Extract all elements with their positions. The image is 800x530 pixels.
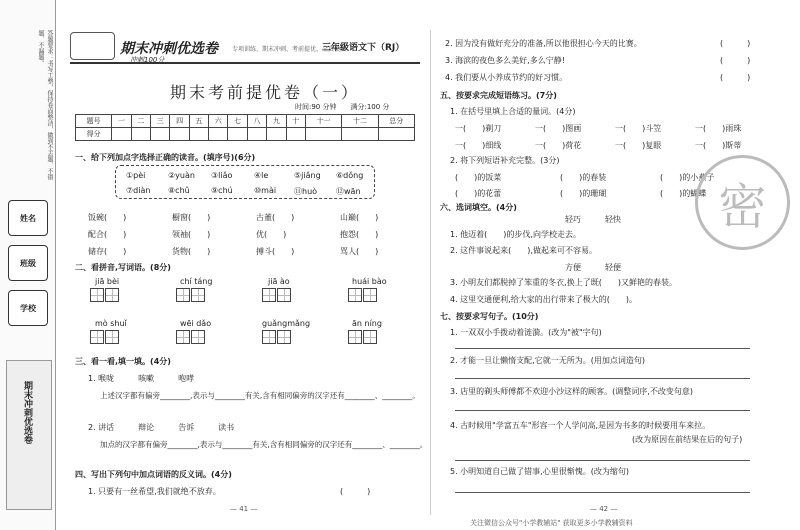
text-item: 一( )雨珠: [695, 124, 742, 133]
header-brand: 期末冲刺优选卷: [120, 41, 218, 57]
text-item: ⑨chú: [211, 186, 233, 195]
text-item: 配合( ): [88, 230, 127, 239]
exam-meta: 时间:90 分钟 满分:100 分: [295, 103, 390, 111]
text-item: ( )的珊瑚: [560, 189, 607, 198]
text-item: 九: [267, 115, 286, 128]
writing-grid: [262, 288, 292, 304]
text-item: ( )的蝴蝶: [660, 189, 707, 198]
section-7-title: 七、按要求写句子。(10分): [440, 312, 539, 321]
writing-grid: [348, 288, 378, 304]
confidential-stamp: 密: [695, 155, 790, 250]
text-item: jiā ào: [268, 277, 290, 286]
text-item: 方便 轻便: [565, 263, 621, 272]
section-3-title: 三、看一看,填一填。(4分): [75, 357, 171, 366]
text-item: 4. 古时候用"学富五车"形容一个人学问高,是因为书多的时候要用车来拉。: [450, 421, 711, 430]
text-item: 搏斗( ): [256, 247, 295, 256]
text-item: 四: [170, 115, 189, 128]
footer-note: 关注微信公众号"小学教辅站" 获取更多小学教辅资料: [470, 519, 633, 527]
text-item: ①pèi: [126, 171, 146, 180]
section-2-title: 二、看拼音,写词语。(8分): [75, 263, 171, 272]
answer-line: [455, 460, 750, 461]
text-item: ( ): [340, 487, 371, 496]
text-item: 一( )斯蒂: [695, 141, 742, 150]
writing-grid: [90, 330, 120, 346]
text-item: ⑥dǒng: [336, 171, 364, 180]
name-label: 姓名: [8, 200, 48, 236]
writing-grid: [90, 288, 120, 304]
text-item: 十二: [342, 115, 378, 128]
text-item: 轻巧 轻快: [565, 215, 621, 224]
page-number-left: — 41 —: [230, 505, 258, 513]
text-item: ⑩mài: [254, 186, 277, 195]
text-item: 3. 小明友们都脱掉了笨重的冬衣,换上了既( )又鲜艳的春装。: [450, 278, 677, 287]
text-item: 二: [131, 115, 150, 128]
text-item: 4. 这里交通便利,给大家的出行带来了极大的( )。: [450, 295, 637, 304]
text-item: 题号: [76, 115, 112, 128]
text-item: ān níng: [352, 319, 382, 328]
score-value-row: [76, 128, 415, 141]
section-1-title: 一、给下列加点字选择正确的读音。(填序号)(6分): [75, 153, 256, 162]
text-item: 橱窗( ): [172, 213, 211, 222]
text-item: ⑫wān: [336, 187, 361, 196]
text-item: 一( )荷花: [535, 141, 582, 150]
text-item: 饭碗( ): [88, 213, 127, 222]
text-item: 十一: [305, 115, 341, 128]
text-item: huái bào: [352, 277, 387, 286]
text-item: 5. 小明知道自己做了错事,心里很惭愧。(改为缩句): [450, 467, 629, 476]
text-item: ( )的春装: [560, 173, 607, 182]
text-item: ( )的花蕾: [455, 189, 502, 198]
writing-grid: [176, 330, 206, 346]
text-item: chí táng: [180, 277, 213, 286]
text-item: 五: [189, 115, 208, 128]
page-number-right: — 42 —: [590, 505, 618, 513]
text-item: 3. 海滨的夜色多么美好,多么宁静!: [445, 56, 565, 65]
header-divider: [70, 62, 420, 64]
text-item: 1. 一双双小手拨动着涟漪。(改为"被"字句): [450, 328, 602, 337]
text-item: (改为原因在前结果在后的句子): [632, 435, 743, 444]
spine-rules: 答题要求：书写工整，保持卷面整洁，做到不丢题、不错题、不漏题。: [37, 30, 53, 180]
section-6-title: 六、选词填空。(4分): [440, 203, 517, 212]
text-item: 得分: [76, 128, 112, 141]
text-item: 三: [151, 115, 170, 128]
text-item: 优( ): [256, 230, 287, 239]
writing-grid: [348, 330, 378, 346]
text-item: 货物( ): [172, 247, 211, 256]
section-5-title: 五、按要求完成短语练习。(7分): [440, 91, 557, 100]
text-item: 2. 将下列短语补充完整。(3分): [450, 156, 560, 165]
writing-grid: [262, 330, 292, 346]
text-item: 加点的汉字都有偏旁________,表示与________有关,含有相同偏旁的汉字还有________、________。: [100, 440, 428, 449]
text-item: 3. 店里的剃头师傅都不欢迎小沙这样的顾客。(调整词序,不改变句意): [450, 387, 693, 396]
text-item: ⑦diàn: [126, 186, 151, 195]
text-item: 一( )细线: [455, 141, 502, 150]
text-item: ⑧chǔ: [168, 186, 190, 195]
text-item: 一( )斗笠: [615, 124, 662, 133]
text-item: 4. 我们要从小养成节约的好习惯。: [445, 73, 568, 82]
score-header-row: [76, 115, 415, 128]
text-item: 八: [247, 115, 266, 128]
text-item: ( ): [720, 56, 751, 65]
text-item: ( ): [720, 39, 751, 48]
text-item: jiā bèi: [95, 277, 120, 286]
text-item: 总分: [378, 115, 414, 128]
text-item: 领袖( ): [172, 230, 211, 239]
text-item: ( )的小燕子: [660, 173, 715, 182]
text-item: 上述汉字都有偏旁________,表示与________有关,含有相同偏旁的汉字还有________、________。: [100, 391, 420, 400]
text-item: 山巅( ): [340, 213, 379, 222]
text-item: 一( )图画: [535, 124, 582, 133]
text-item: 一( )复眼: [615, 141, 662, 150]
text-item: wēi dǎo: [180, 319, 212, 328]
text-item: 2. 才能一旦让懒惰支配,它就一无所为。(用加点词造句): [450, 356, 645, 365]
text-item: 1. 只要有一丝希望,我们就绝不放弃。: [88, 487, 221, 496]
text-item: 1. 在括号里填上合适的量词。(4分): [450, 107, 576, 116]
text-item: ⑪huò: [294, 187, 318, 196]
text-item: 抱怨( ): [340, 230, 379, 239]
text-item: 一: [112, 115, 131, 128]
answer-line: [455, 378, 750, 379]
text-item: 十: [286, 115, 305, 128]
answer-line: [455, 348, 750, 349]
text-item: 1. 喉咙 咳嗽 咆哮: [88, 374, 195, 383]
exam-title: 期末考前提优卷（一）: [169, 83, 360, 102]
spine-brand: 期末冲刺优选卷: [22, 381, 32, 444]
answer-line: [455, 492, 750, 493]
header-tagline: 专项训练、期末冲刺、考前提优、全真模拟: [232, 46, 347, 53]
text-item: 七: [228, 115, 247, 128]
text-item: guǎngmǎng: [262, 319, 311, 328]
pinyin-options-box: [115, 165, 375, 199]
text-item: 古董( ): [256, 213, 295, 222]
text-item: mò shuǐ: [95, 319, 127, 328]
score-table: [75, 114, 415, 141]
page-divider: [430, 30, 431, 515]
text-item: 2. 因为没有做好充分的准备,所以他很担心今天的比赛。: [445, 39, 642, 48]
text-item: ③liǎo: [211, 171, 233, 180]
header-grade: 三年级语文下（RJ）: [322, 43, 405, 53]
text-item: ④le: [254, 171, 269, 180]
text-item: 骂人( ): [340, 247, 379, 256]
text-item: 储存( ): [88, 247, 127, 256]
text-item: 2. 讲话 辩论 告诉 读书: [88, 423, 235, 432]
text-item: 1. 他迈着( )的步伐,向学校走去。: [450, 230, 581, 239]
text-item: ②yuàn: [168, 171, 195, 180]
school-label: 学校: [8, 290, 48, 326]
text-item: ⑤jiǎng: [294, 171, 321, 180]
section-4-title: 四、写出下列句中加点词语的反义词。(4分): [75, 470, 232, 479]
header-subtitle: 冲刺100分: [130, 56, 165, 64]
text-item: ( )的饭菜: [455, 173, 502, 182]
logo-icon: [70, 32, 115, 60]
text-item: ( ): [720, 73, 751, 82]
text-item: 一( )剃刀: [455, 124, 502, 133]
writing-grid: [176, 288, 206, 304]
answer-line: [455, 410, 750, 411]
text-item: 六: [209, 115, 228, 128]
spine-logo: [6, 360, 52, 510]
class-label: 班级: [8, 245, 48, 281]
text-item: 2. 这件事说起来( ),做起来可不容易。: [450, 246, 597, 255]
